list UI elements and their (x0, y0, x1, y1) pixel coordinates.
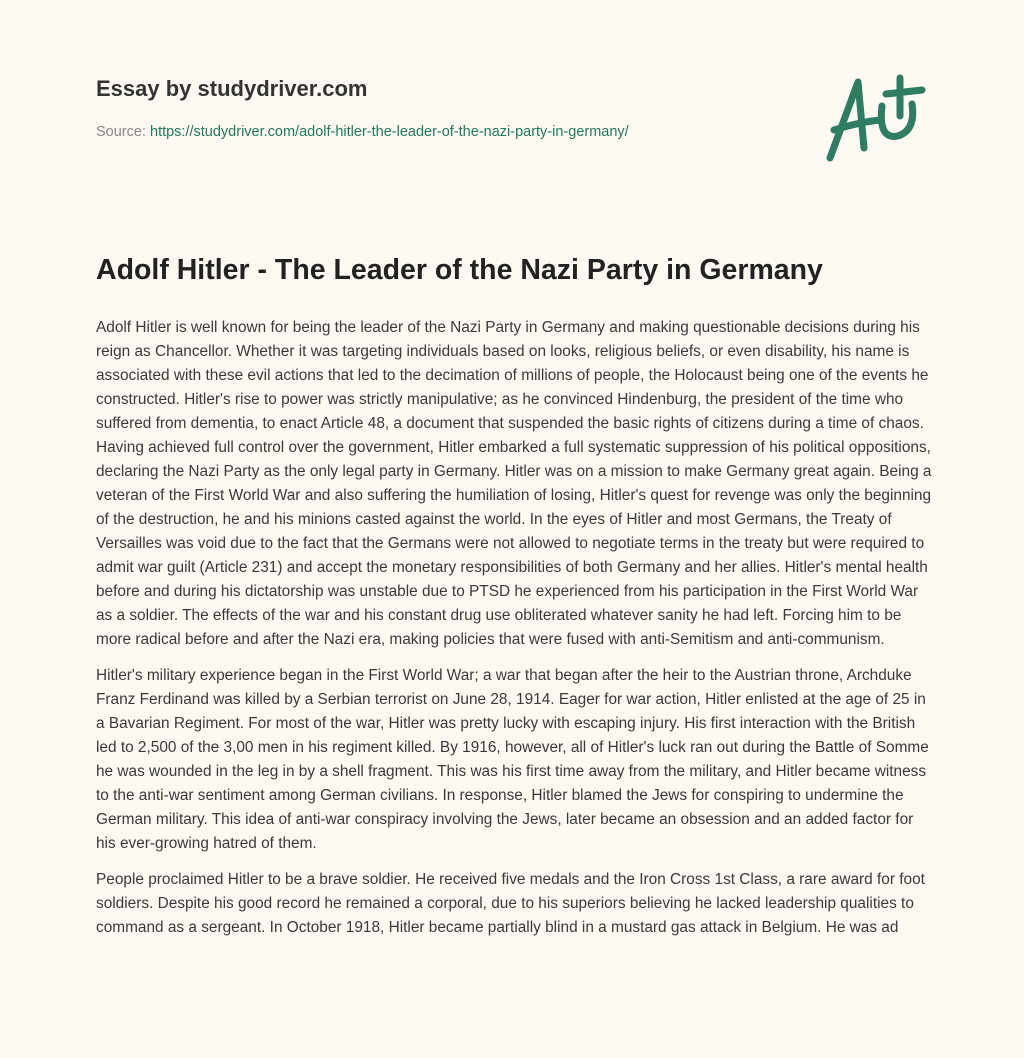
paragraph: Adolf Hitler is well known for being the leader of the Nazi Party in Germany and making questionable decisions during his reign as Chancellor. Whether it was targeting individuals based on looks, religious beliefs, or even disability, his name is associated with these evil actions that led to the decimation of millions of people, the Holocaust being one of the events he constructed. Hitler's rise to power was strictly manipulative; as he convinced Hindenburg, the president of the time who suffered from dementia, to enact Article 48, a document that suspended the basic rights of citizens during a time of chaos. Having achieved full control over the government, Hitler embarked a full systematic suppression of his political oppositions, declaring the Nazi Party as the only legal party in Germany. Hitler was on a mission to make Germany great again. Being a veteran of the First World War and also suffering the humiliation of losing, Hitler's quest for revenge was only the beginning of the destruction, he and his minions casted against the world. In the eyes of Hitler and most Germans, the Treaty of Versailles was void due to the fact that the Germans were not allowed to negotiate terms in the treaty but were required to admit war guilt (Article 231) and accept the monetary responsibilities of both Germany and her allies. Hitler's mental health before and during his dictatorship was unstable due to PTSD he experienced from his participation in the First World War as a soldier. The effects of the war and his constant drug use obliterated whatever sanity he had left. Forcing him to be more radical before and after the Nazi era, making policies that were fused with anti-Semitism and anti-communism. (96, 319, 932, 648)
source-label: Source: (96, 124, 150, 140)
source-link[interactable]: https://studydriver.com/adolf-hitler-the-leader-of-the-nazi-party-in-germany/ (150, 124, 629, 140)
essay-title: Adolf Hitler - The Leader of the Nazi Party in Germany (96, 254, 823, 286)
source-line (96, 124, 629, 140)
paragraph: Hitler's military experience began in the First World War; a war that began after the heir to the Austrian throne, Archduke Franz Ferdinand was killed by a Serbian terrorist on June 28, 1914. Eager for war action, Hitler enlisted at the age of 25 in a Bavarian Regiment. For most of the war, Hitler was pretty lucky with escaping injury. His first interaction with the British led to 2,500 of the 3,00 men in his regiment killed. By 1916, however, all of Hitler's luck ran out during the Battle of Somme he was wounded in the leg in by a shell fragment. This was his first time away from the military, and Hitler became witness to the anti-war sentiment among German civilians. In response, Hitler blamed the Jews for conspiring to undermine the German military. This idea of anti-war conspiracy involving the Jews, later became an obsession and an added factor for his ever-growing hatred of them. (96, 667, 929, 852)
paragraph: People proclaimed Hitler to be a brave soldier. He received five medals and the Iron Cross 1st Class, a rare award for foot soldiers. Despite his good record he remained a corporal, due to his superiors believing he lacked leadership qualities to command as a sergeant. In October 1918, Hitler became partially blind in a mustard gas attack in Belgium. He was ad (96, 871, 925, 936)
site-brand: Essay by studydriver.com (96, 76, 368, 101)
a-plus-logo-icon (820, 70, 930, 165)
essay-body (96, 316, 932, 952)
